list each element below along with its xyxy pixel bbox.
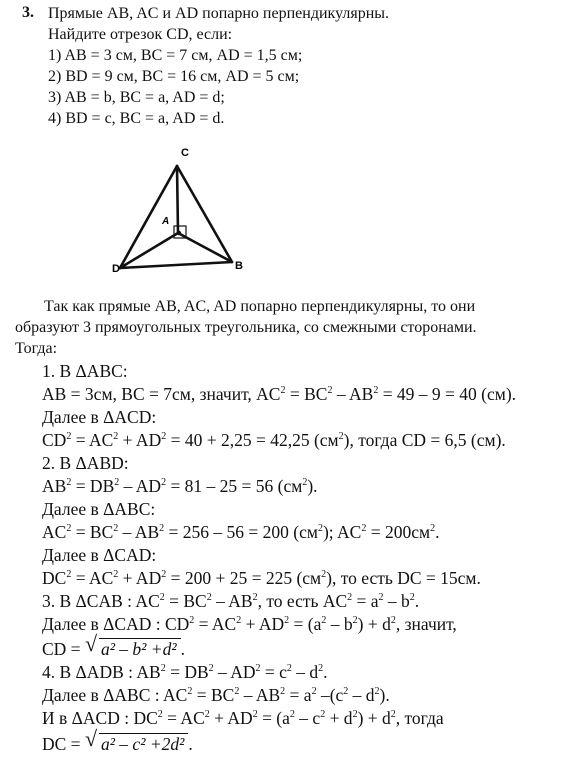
step-1-line-1: AB = 3см, BC = 7см, значит, $AC^2 = BC^2 - AB^2 = 49 - 9 = 40$ (см). <box>42 384 517 404</box>
step-4-result: DC = √ a² – c² +2d² . <box>42 726 193 754</box>
sqrt-expression: √ a² – c² +2d² <box>85 733 188 756</box>
label-a: A <box>162 216 170 227</box>
step-4-line-3: И в ΔACD : $DC^2 = AC^2 + AD^2 = (a^2 - c^2 + d^2) + d^2$, тогда <box>42 708 444 728</box>
vertex-a-dot <box>177 231 181 235</box>
sqrt-expression: √ a² – b² +d² <box>85 638 181 661</box>
intro-line-1: Так как прямые AB, AC, AD попарно перпендикулярны, то они <box>44 298 476 315</box>
label-b: B <box>235 260 243 272</box>
step-1-line-3: $CD^2 = AC^2 + AD^2 = 40 + 2,25 = 42,25$ $(см^2)$, тогда CD = 6,5 (см). <box>42 430 506 450</box>
intro-line-3: Тогда: <box>15 340 58 357</box>
step-2-line-5: $DC^2 = AC^2 + AD^2 = 200 + 25 = 225$ $(см^2)$, то есть DC = 15см. <box>42 568 481 588</box>
problem-number: 3. <box>22 4 34 21</box>
step-2-line-2: Далее в ΔABC: <box>42 499 156 519</box>
step-4-line-2: Далее в ΔABC : $AC^2 = BC^2 - AB^2 = a^2$ $-(c^2 - d^2)$. <box>42 685 390 705</box>
edge-ca <box>177 166 178 233</box>
step-2-line-1: $AB^2 = DB^2 - AD^2 = 81 - 25 = 56$ $(см^2)$. <box>42 476 318 496</box>
edge-db <box>120 262 232 268</box>
problem-statement-1: Прямые AB, AC и AD попарно перпендикулярны. <box>48 5 390 22</box>
intro-line-2: образуют 3 прямоугольных треугольника, со смежными сторонами. <box>15 319 477 336</box>
problem-item-4: 4) BD = c, BC = a, AD = d. <box>48 110 225 127</box>
step-2-line-3: $AC^2 = BC^2 - AB^2 = 256 - 56 = 200$ $(см^2)$; $AC^2 = 200см^2$. <box>42 522 440 542</box>
step-2-line-4: Далее в ΔCAD: <box>42 545 157 565</box>
label-c: C <box>181 147 189 159</box>
problem-item-3: 3) AB = b, BC = a, AD = d; <box>48 89 225 106</box>
problem-statement-2: Найдите отрезок CD, если: <box>48 26 233 43</box>
label-d: D <box>112 263 120 275</box>
step-1-title: 1. В ΔABC: <box>42 361 128 381</box>
step-3-line-1: 3. В ΔCAB : $AC^2 = BC^2 - AB^2$, то есть $AC^2 = a^2 - b^2$. <box>42 591 420 611</box>
tetrahedron-figure <box>105 140 255 280</box>
problem-item-1: 1) AB = 3 см, BC = 7 см, AD = 1,5 см; <box>48 47 303 64</box>
step-4-line-1: 4. В ΔADB : $AB^2 = DB^2 - AD^2 = c^2 - d^2$. <box>42 662 328 682</box>
step-3-line-2: Далее в ΔCAD : $CD^2 = AC^2 + AD^2 = (a^2 - b^2) + d^2$, значит, <box>42 614 457 634</box>
step-2-title: 2. В ΔABD: <box>42 453 129 473</box>
step-3-result: CD = √ a² – b² +d² . <box>42 631 185 659</box>
problem-item-2: 2) BD = 9 см, BC = 16 см, AD = 5 см; <box>48 68 300 85</box>
step-1-line-2: Далее в ΔACD: <box>42 407 157 427</box>
